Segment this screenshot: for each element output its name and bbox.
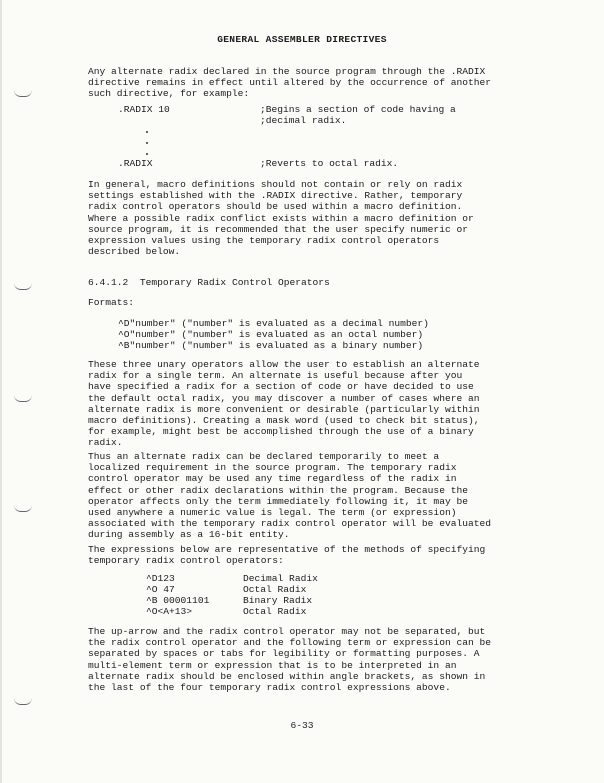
text-line: multi-element term or expression that is to be interpreted in an — [88, 659, 457, 671]
example-expr: ^O 47 — [146, 584, 175, 595]
radix-10-comment: ;Begins a section of code having a — [260, 104, 456, 115]
text-line: radix for a single term. An alternate is useful because after you — [88, 370, 463, 382]
text-line: used anywhere a numeric value is legal. The term (or expression) — [88, 507, 457, 519]
text-line: have specified a radix for a section of code or have decided to use — [88, 381, 474, 393]
example-expr: ^B 00001101 — [146, 595, 210, 606]
text-line: associated with the temporary radix control operator will be evaluated — [88, 518, 492, 530]
thus-paragraph — [88, 451, 518, 541]
text-line: for example, might best be accomplished through the use of a binary — [88, 426, 474, 438]
radix-10-code: .RADIX 10 — [118, 104, 170, 115]
section-number: 6.4.1.2 — [88, 277, 129, 288]
text-line: localized requirement in the source program. The temporary radix — [88, 462, 457, 474]
text-line: These three unary operators allow the user to establish an alternate — [88, 359, 480, 370]
binder-hole-mark — [14, 698, 32, 705]
dot — [146, 131, 148, 133]
text-line: macro definitions). Creating a mask word (used to check bit status), — [88, 415, 480, 427]
expressions-intro — [88, 544, 518, 566]
text-line: settings established with the .RADIX directive. Rather, temporary — [88, 190, 463, 202]
text-line: Any alternate radix declared in the source program through the .RADIX — [88, 66, 486, 77]
text-line: Thus an alternate radix can be declared temporarily to meet a — [88, 451, 440, 462]
format-binary: ^B"number" ("number" is evaluated as a binary number) — [118, 340, 424, 351]
example-desc: Decimal Radix — [243, 573, 318, 584]
dot — [146, 142, 148, 144]
general-paragraph — [88, 179, 518, 257]
text-line: the radix control operator and the following term or expression can be — [88, 637, 492, 649]
text-line: alternate radix should be enclosed within angle brackets, as shown in — [88, 670, 486, 682]
text-line: effect or other radix declarations within the program. Because the — [88, 484, 468, 496]
example-expr: ^O<A+13> — [146, 606, 193, 617]
text-line: Where a possible radix conflict exists within a macro definition or — [88, 212, 474, 224]
binder-hole-mark — [14, 505, 32, 512]
page-number: 6-33 — [290, 720, 314, 731]
text-line: the last of the four temporary radix control expressions above. — [88, 682, 451, 694]
radix-10-comment-cont: ;decimal radix. — [260, 115, 347, 126]
page-title: GENERAL ASSEMBLER DIRECTIVES — [217, 34, 387, 45]
text-line: The expressions below are representative of the methods of specifying — [88, 544, 486, 555]
text-line: operator affects only the term immediately following it, it may be — [88, 495, 468, 507]
format-decimal: ^D"number" ("number" is evaluated as a decimal number) — [118, 318, 429, 329]
text-line: such directive, for example: — [88, 88, 250, 100]
example-desc: Octal Radix — [243, 584, 307, 595]
radix-reset-comment: ;Reverts to octal radix. — [260, 158, 399, 169]
text-line: during assembly as a 16-bit entity. — [88, 529, 290, 541]
format-octal: ^O"number" ("number" is evaluated as an octal number) — [118, 329, 424, 340]
text-line: expression values using the temporary radix control operators — [88, 235, 440, 247]
unary-paragraph — [88, 359, 518, 449]
text-line: temporary radix control operators: — [88, 555, 284, 567]
text-line: control operator may be used any time regardless of the radix in — [88, 473, 457, 485]
dot — [146, 153, 148, 155]
text-line: described below. — [88, 246, 181, 258]
text-line: directive remains in effect until altered by the occurrence of another — [88, 77, 492, 89]
intro-paragraph — [88, 66, 518, 100]
binder-hole-mark — [14, 395, 32, 402]
section-heading — [88, 277, 330, 288]
text-line: the default octal radix, you may discover a number of cases where an — [88, 392, 480, 404]
formats-label: Formats: — [88, 297, 135, 308]
example-desc: Binary Radix — [243, 595, 313, 606]
example-desc: Octal Radix — [243, 606, 307, 617]
text-line: The up-arrow and the radix control operator may not be separated, but — [88, 626, 486, 637]
text-line: separated by spaces or tabs for legibility or formatting purposes. A — [88, 648, 480, 660]
text-line: source program, it is recommended that the user specify numeric or — [88, 223, 468, 235]
example-expr: ^D123 — [146, 573, 175, 584]
text-line: In general, macro definitions should not contain or rely on radix — [88, 179, 463, 190]
page-left-edge — [0, 0, 2, 783]
binder-hole-mark — [14, 90, 32, 97]
radix-reset-code: .RADIX — [118, 158, 153, 169]
text-line: radix control operators should be used within a macro definition. — [88, 201, 463, 213]
closing-paragraph — [88, 626, 518, 693]
text-line: radix. — [88, 437, 123, 449]
binder-hole-mark — [14, 283, 32, 290]
text-line: alternate radix is more convenient or desirable (particularly within — [88, 403, 480, 415]
section-title: Temporary Radix Control Operators — [139, 277, 330, 288]
